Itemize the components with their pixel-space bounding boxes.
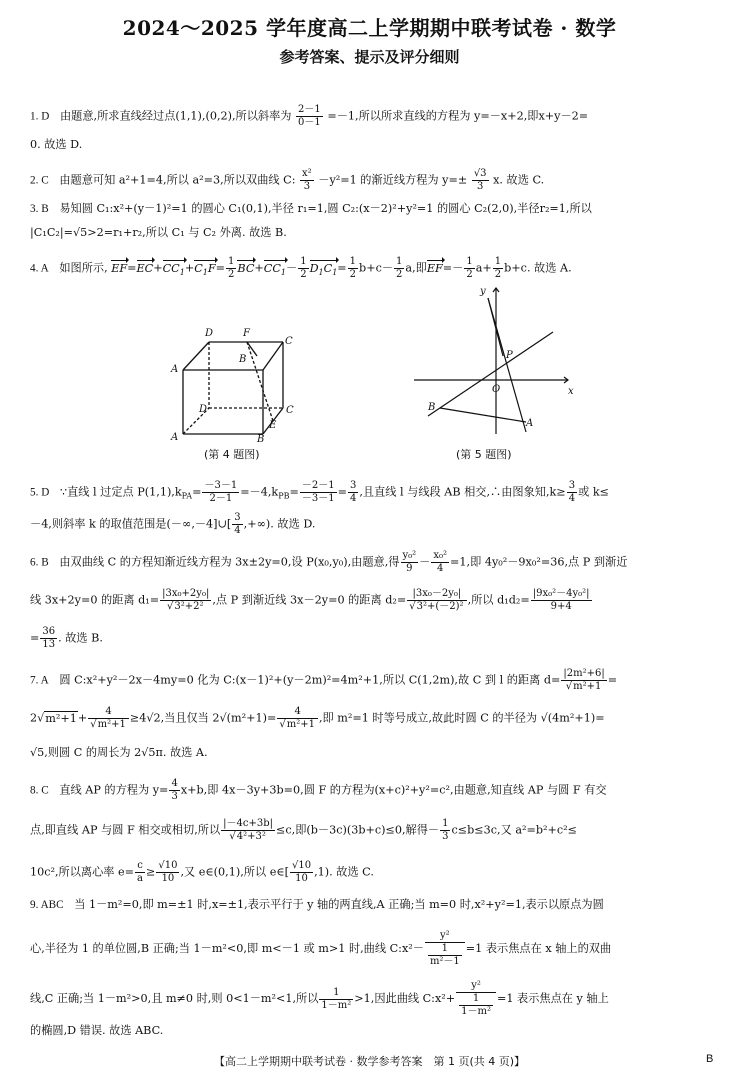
answer-text: 直线 AP 的方程为 y= xyxy=(59,783,169,797)
question-number: 7. A xyxy=(30,674,49,687)
answer-text: 易知圆 C₁:x²+(y－1)²=1 的圆心 C₁(0,1),半径 r₁=1,圆 C₂:(x－2)²+y²=1 的圆心 C₂(2,0),半径r₂=1,所以 xyxy=(59,202,592,215)
answer-text: =1 表示焦点在 y 轴上 xyxy=(496,992,609,1005)
answer-8-cont: 点,即直线 AP 与圆 F 相交或相切,所以 $\frac{|-4c+3b|}{\text{√4²+3²}}$ ≤c,即(b－3c)(3b+c)≤0,解得－ $\frac{1}{3}$ c≤b≤3c,又 a²=b²+c²≤ xyxy=(30,818,578,842)
answer-7: 7. A 圆 C:x²+y²－2x－4my=0 化为 C:(x－1)²+(y－2m)²=4m²+1,所以 C(1,2m),故 C 到 l 的距离 d= $\frac{\text{|2m²+6|}}{\text{√m²+1}}$ = xyxy=(30,668,618,692)
answer-7-cont2: √5,则圆 C 的周长为 2√5π. 故选 A. xyxy=(30,746,208,759)
label-C: C xyxy=(286,405,294,416)
answer-9 xyxy=(30,896,720,912)
question-number: 1. D xyxy=(30,110,50,123)
answer-text: . 故选 C. xyxy=(329,865,374,879)
label-y: y xyxy=(480,286,486,297)
label-D1: D xyxy=(205,328,214,339)
answer-text: a,即 xyxy=(405,261,427,275)
answer-text: 10c²,所以离心率 e= xyxy=(30,865,135,879)
answer-text: x. 故选 C. xyxy=(493,173,545,187)
answer-text: =－1,所以所求直线的方程为 y=－x+2,即x+y－2= xyxy=(327,109,589,123)
answer-4: 4. A 如图所示, $EF=EC+CC_1+C_1F=$ $\frac{1}{2}$ $BC+CC_1-$ $\frac{1}{2}$ $D_1C_1=$ $\frac{1}{2}$ b+c－ $\frac{1}{2}$ a,即EF=－ $\frac{1}{2}$ a+ $\frac{1}{2}$ b+c. 故选 A. xyxy=(30,256,572,280)
answer-9-cont2: 线,C 正确;当 1－m²>0,且 m≠0 时,则 0<1－m²<1,所以 $\frac{1}{\text{1－m²}}$ >1,因此曲线 C:x²+ $\frac{\text{y²}}{\frac{1}{\text{1－m²}}}$ =1 表示焦点在 y 轴上 xyxy=(30,980,609,1017)
answer-8: 8. C 直线 AP 的方程为 y= $\frac{4}{3}$ x+b,即 4x－3y+3b=0,圆 F 的方程为(x+c)²+y²=c²,由题意,知直线 AP 与圆 F 有交 xyxy=(30,778,607,802)
answer-text: b+c. 故选 A. xyxy=(504,261,572,275)
label-C1: C xyxy=(285,336,293,347)
answer-text: 线 3x+2y=0 的距离 d₁= xyxy=(30,593,160,607)
answer-5: 5. D ∵直线 l 过定点 $P(1,1),k_{PA}=$ $\frac{-3-1}{2-1}$ $=-4,k_{PB}=$ $\frac{-2-1}{-3-1}$ = $\frac{3}{4}$ ,且直线 l 与线段 AB 相交,∴由图象知,k≥ $\frac{3}{4}$ 或 k≤ xyxy=(30,480,609,504)
answer-text: 当 1－m²=0,即 m=±1 时,x=±1,表示平行于 y 轴的两直线,A 正确;当 m=0 时,x²+y²=1,表示以原点为圆 xyxy=(74,898,604,911)
page-subtitle: 参考答案、提示及评分细则 xyxy=(279,48,460,66)
figure-4-caption: (第 4 题图) xyxy=(204,448,260,461)
answer-2: 2. C 由题意可知 a²+1=4,所以 a²=3,所以双曲线 C: $\frac{\text{x²}}{3}$ －y²=1 的渐近线方程为 y=± $\frac{√3}{3}$ x. 故选 C. xyxy=(30,168,545,192)
answer-text: =1,即 4y₀²－9x₀²=36,点 P 到渐近 xyxy=(450,555,628,569)
answer-text: =－4,k xyxy=(240,485,279,499)
label-A1: A xyxy=(171,364,179,375)
answer-text: ≤c,即(b－3c)(3b+c)≤0,解得－ xyxy=(276,823,440,837)
answer-9-cont: 心,半径为 1 的单位圆,B 正确;当 1－m²<0,即 m<－1 或 m>1 时,曲线 C:x²－ $\frac{\text{y²}}{\frac{1}{\text{m²－1}}}$ =1 表示焦点在 x 轴上的双曲 xyxy=(30,930,612,967)
answer-text: ,所以 d₁d₂= xyxy=(467,593,530,607)
figure-5-caption: (第 5 题图) xyxy=(456,448,512,461)
answer-text: 由题意,所求直线经过点(1,1),(0,2),所以斜率为 xyxy=(59,109,292,123)
question-number: 8. C xyxy=(30,784,49,797)
figure-5-plot xyxy=(408,284,578,444)
answer-text: 或 k≤ xyxy=(578,485,609,499)
answer-text: ,且直线 l 与线段 AB 相交,∴由图象知,k≥ xyxy=(359,485,566,499)
question-number: 6. B xyxy=(30,556,49,569)
label-B: B xyxy=(257,434,265,442)
answer-6: 6. B 由双曲线 C 的方程知渐近线方程为 3x±2y=0,设 P(x₀,y₀),由题意,得 $\frac{\text{y₀²}}{9}$ － $\frac{\text{x₀²}}{4}$ =1,即 4y₀²－9x₀²=36,点 P 到渐近 xyxy=(30,550,628,574)
answer-text: ,即 m²=1 时等号成立,故此时圆 C 的半径为 √(4m²+1)= xyxy=(318,711,605,725)
answer-text: =1 表示焦点在 x 轴上的双曲 xyxy=(465,942,612,955)
figure-4-cube xyxy=(165,322,305,442)
answer-text: －y²=1 的渐近线方程为 y=± xyxy=(318,173,468,187)
answer-text: 圆 C:x²+y²－2x－4my=0 化为 C:(x－1)²+(y－2m)²=4m²+1,所以 C(1,2m),故 C 到 l 的距离 d= xyxy=(59,673,561,687)
label-A: A xyxy=(171,432,179,442)
label-D: D xyxy=(199,404,208,415)
label-B1: B xyxy=(239,354,247,365)
label-E: E xyxy=(269,420,277,431)
answer-7-cont: 2√m²+1+ $\frac{4}{\text{√m²+1}}$ ≥4√2,当且仅当 2√(m²+1)= $\frac{4}{\text{√m²+1}}$ ,即 m²=1 时等号成立,故此时圆 C 的半径为 √(4m²+1)= xyxy=(30,706,605,730)
answer-8-cont2: 10c²,所以离心率 e= $\frac{c}{a}$ ≥ $\frac{√10}{10}$ ,又 e∈(0,1),所以 e∈[ $\frac{√10}{10}$ ,1). 故选 C. xyxy=(30,860,374,884)
answer-6-cont: 线 3x+2y=0 的距离 d₁= $\frac{\text{|3x₀+2y₀|}}{\text{√3²+2²}}$ ,点 P 到渐近线 3x－2y=0 的距离 d₂= $\frac{\text{|3x₀－2y₀|}}{\text{√3²+(－2)²}}$ ,所以 d₁d₂= $\frac{\text{|9x₀²－4y₀²|}}{9+4}$ xyxy=(30,588,590,612)
label-B: B xyxy=(428,402,436,413)
question-number: 3. B xyxy=(30,203,49,215)
answer-text: >1,因此曲线 C:x²+ xyxy=(354,992,456,1005)
answer-text: 线,C 正确;当 1－m²>0,且 m≠0 时,则 0<1－m²<1,所以 xyxy=(30,992,319,1005)
label-F: F xyxy=(243,328,250,339)
answer-text: b+c－ xyxy=(359,261,394,275)
answer-1-cont: 0. 故选 D. xyxy=(30,138,83,151)
label-x: x xyxy=(568,386,574,397)
answer-9-cont3: 的椭圆,D 错误. 故选 ABC. xyxy=(30,1024,164,1037)
question-number: 2. C xyxy=(30,174,49,187)
label-A: A xyxy=(526,418,534,429)
answer-3-cont: |C₁C₂|=√5>2=r₁+r₂,所以 C₁ 与 C₂ 外离. 故选 B. xyxy=(30,226,287,239)
page-title: 2024～2025 学年度高二上学期期中联考试卷 · 数学 xyxy=(122,16,617,40)
answer-3 xyxy=(30,200,720,216)
answer-1: 1. D 由题意,所求直线经过点(1,1),(0,2),所以斜率为 $\frac{2-1}{0-1}$ =－1,所以所求直线的方程为 y=－x+2,即x+y－2= xyxy=(30,104,589,128)
question-number: 9. ABC xyxy=(30,899,64,911)
answer-text: c≤b≤3c,又 a²=b²+c²≤ xyxy=(451,823,578,837)
answer-text: . 故选 D. xyxy=(270,517,316,531)
answer-text: ,点 P 到渐近线 3x－2y=0 的距离 d₂= xyxy=(212,593,407,607)
answer-text: 心,半径为 1 的单位圆,B 正确;当 1－m²<0,即 m<－1 或 m>1 时,曲线 C:x²－ xyxy=(30,942,424,955)
answer-text: . 故选 B. xyxy=(58,631,103,645)
answer-text: 点,即直线 AP 与圆 F 相交或相切,所以 xyxy=(30,823,221,837)
answer-text: ≥4√2,当且仅当 2√(m²+1)= xyxy=(129,711,277,725)
paper-code: B xyxy=(706,1053,714,1065)
answer-text: 如图所示, xyxy=(59,261,108,275)
answer-text: 由题意可知 a²+1=4,所以 a²=3,所以双曲线 C: xyxy=(59,173,296,187)
label-O: O xyxy=(492,384,501,395)
page-footer: 【高二上学期期中联考试卷 · 数学参考答案 第 1 页(共 4 页)】 xyxy=(213,1055,526,1068)
answer-text: ∵直线 l 过定点 P(1,1),k xyxy=(59,485,182,499)
answer-5-cont: －4,则斜率 k 的取值范围是(－∞,－4]∪[ $\frac{3}{4}$ ,+∞). 故选 D. xyxy=(30,512,316,536)
answer-text: x+b,即 4x－3y+3b=0,圆 F 的方程为(x+c)²+y²=c²,由题意,知直线 AP 与圆 F 有交 xyxy=(180,783,607,797)
question-number: 4. A xyxy=(30,262,49,275)
answer-6-cont2: = $\frac{36}{13}$ . 故选 B. xyxy=(30,626,103,650)
answer-text: －4,则斜率 k 的取值范围是(－∞,－4]∪ xyxy=(30,517,227,531)
answer-text: ,又 e∈(0,1),所以 e∈ xyxy=(180,865,285,879)
question-number: 5. D xyxy=(30,486,50,499)
answer-text: 由双曲线 C 的方程知渐近线方程为 3x±2y=0,设 P(x₀,y₀),由题意,得 xyxy=(59,555,400,569)
label-P: P xyxy=(506,350,513,361)
